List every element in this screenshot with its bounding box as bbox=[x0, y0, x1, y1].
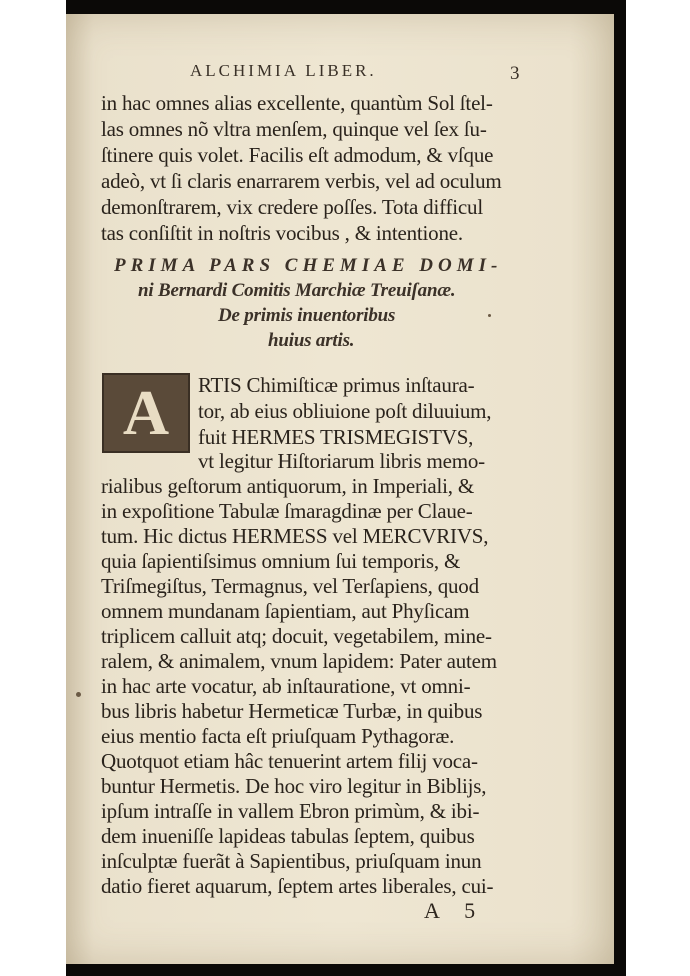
text-line: tum. Hic dictus HERMESS vel MERCVRIVS, bbox=[101, 524, 489, 548]
text-line: eius mentio facta eſt priuſquam Pythagoræ. bbox=[101, 724, 455, 748]
section-title: ni Bernardi Comitis Marchiæ Treuiſanæ. bbox=[138, 280, 456, 301]
decorated-initial bbox=[102, 373, 190, 453]
text-line: demonſtrarem, vix credere poſſes. Tota difficul bbox=[101, 195, 483, 219]
text-line: ipſum intraſſe in vallem Ebron primùm, & ibi- bbox=[101, 799, 480, 823]
text-line: in expoſitione Tabulæ ſmaragdinæ per Claue- bbox=[101, 499, 473, 523]
text-line: omnem mundanam ſapientiam, aut Phyſicam bbox=[101, 599, 470, 623]
initial-letter: A bbox=[122, 377, 170, 448]
text-line: las omnes nõ vltra menſem, quinque vel ſex ſu- bbox=[101, 117, 487, 141]
text-line: RTIS Chimiſticæ primus inſtaura- bbox=[198, 373, 475, 397]
text-line: quia ſapientiſsimus omnium ſui temporis, & bbox=[101, 549, 461, 573]
signature-mark: A 5 bbox=[424, 898, 486, 923]
text-line: triplicem calluit atq; docuit, vegetabilem, mine- bbox=[101, 624, 492, 648]
text-line: tor, ab eius obliuione poſt diluuium, bbox=[198, 399, 492, 423]
text-line: Quotquot etiam hâc tenuerint artem filij voca- bbox=[101, 749, 478, 773]
left-margin bbox=[0, 0, 66, 976]
text-line: rialibus geſtorum antiquorum, in Imperiali, & bbox=[101, 474, 475, 498]
text-line: bus libris habetur Hermeticæ Turbæ, in quibus bbox=[101, 699, 483, 723]
text-line: ſtinere quis volet. Facilis eſt admodum, & vſque bbox=[101, 143, 494, 167]
text-line: dem inueniſſe lapideas tabulas ſeptem, quibus bbox=[101, 824, 475, 848]
paper-speck bbox=[488, 314, 491, 317]
text-line: adeò, vt ſi claris enarrarem verbis, vel ad oculum bbox=[101, 169, 502, 193]
text-line: in hac arte vocatur, ab inſtauratione, vt omni- bbox=[101, 674, 471, 698]
text-line: tas conſiſtit in noſtris vocibus , & intentione. bbox=[101, 221, 463, 245]
right-margin bbox=[626, 0, 690, 976]
section-subtitle: De primis inuentoribus bbox=[218, 305, 396, 326]
text-line: inſculptæ fuerãt à Sapientibus, priuſquam inun bbox=[101, 849, 482, 873]
section-title: PRIMA PARS CHEMIAE DOMI- bbox=[114, 255, 503, 276]
page-number: 3 bbox=[510, 63, 520, 84]
text-line: fuit HERMES TRISMEGISTVS, bbox=[198, 425, 474, 449]
text-line: datio fieret aquarum, ſeptem artes liberales, cui- bbox=[101, 874, 494, 898]
text-line: ralem, & animalem, vnum lapidem: Pater autem bbox=[101, 649, 497, 673]
text-line: buntur Hermetis. De hoc viro legitur in Biblijs, bbox=[101, 774, 487, 798]
paper-speck bbox=[76, 692, 81, 697]
text-line: vt legitur Hiſtoriarum libris memo- bbox=[198, 449, 485, 473]
running-title: ALCHIMIA LIBER. bbox=[190, 61, 377, 80]
section-subtitle: huius artis. bbox=[268, 330, 355, 351]
text-line: Triſmegiſtus, Termagnus, vel Terſapiens, quod bbox=[101, 574, 479, 598]
text-line: in hac omnes alias excellente, quantùm Sol ſtel- bbox=[101, 91, 493, 115]
